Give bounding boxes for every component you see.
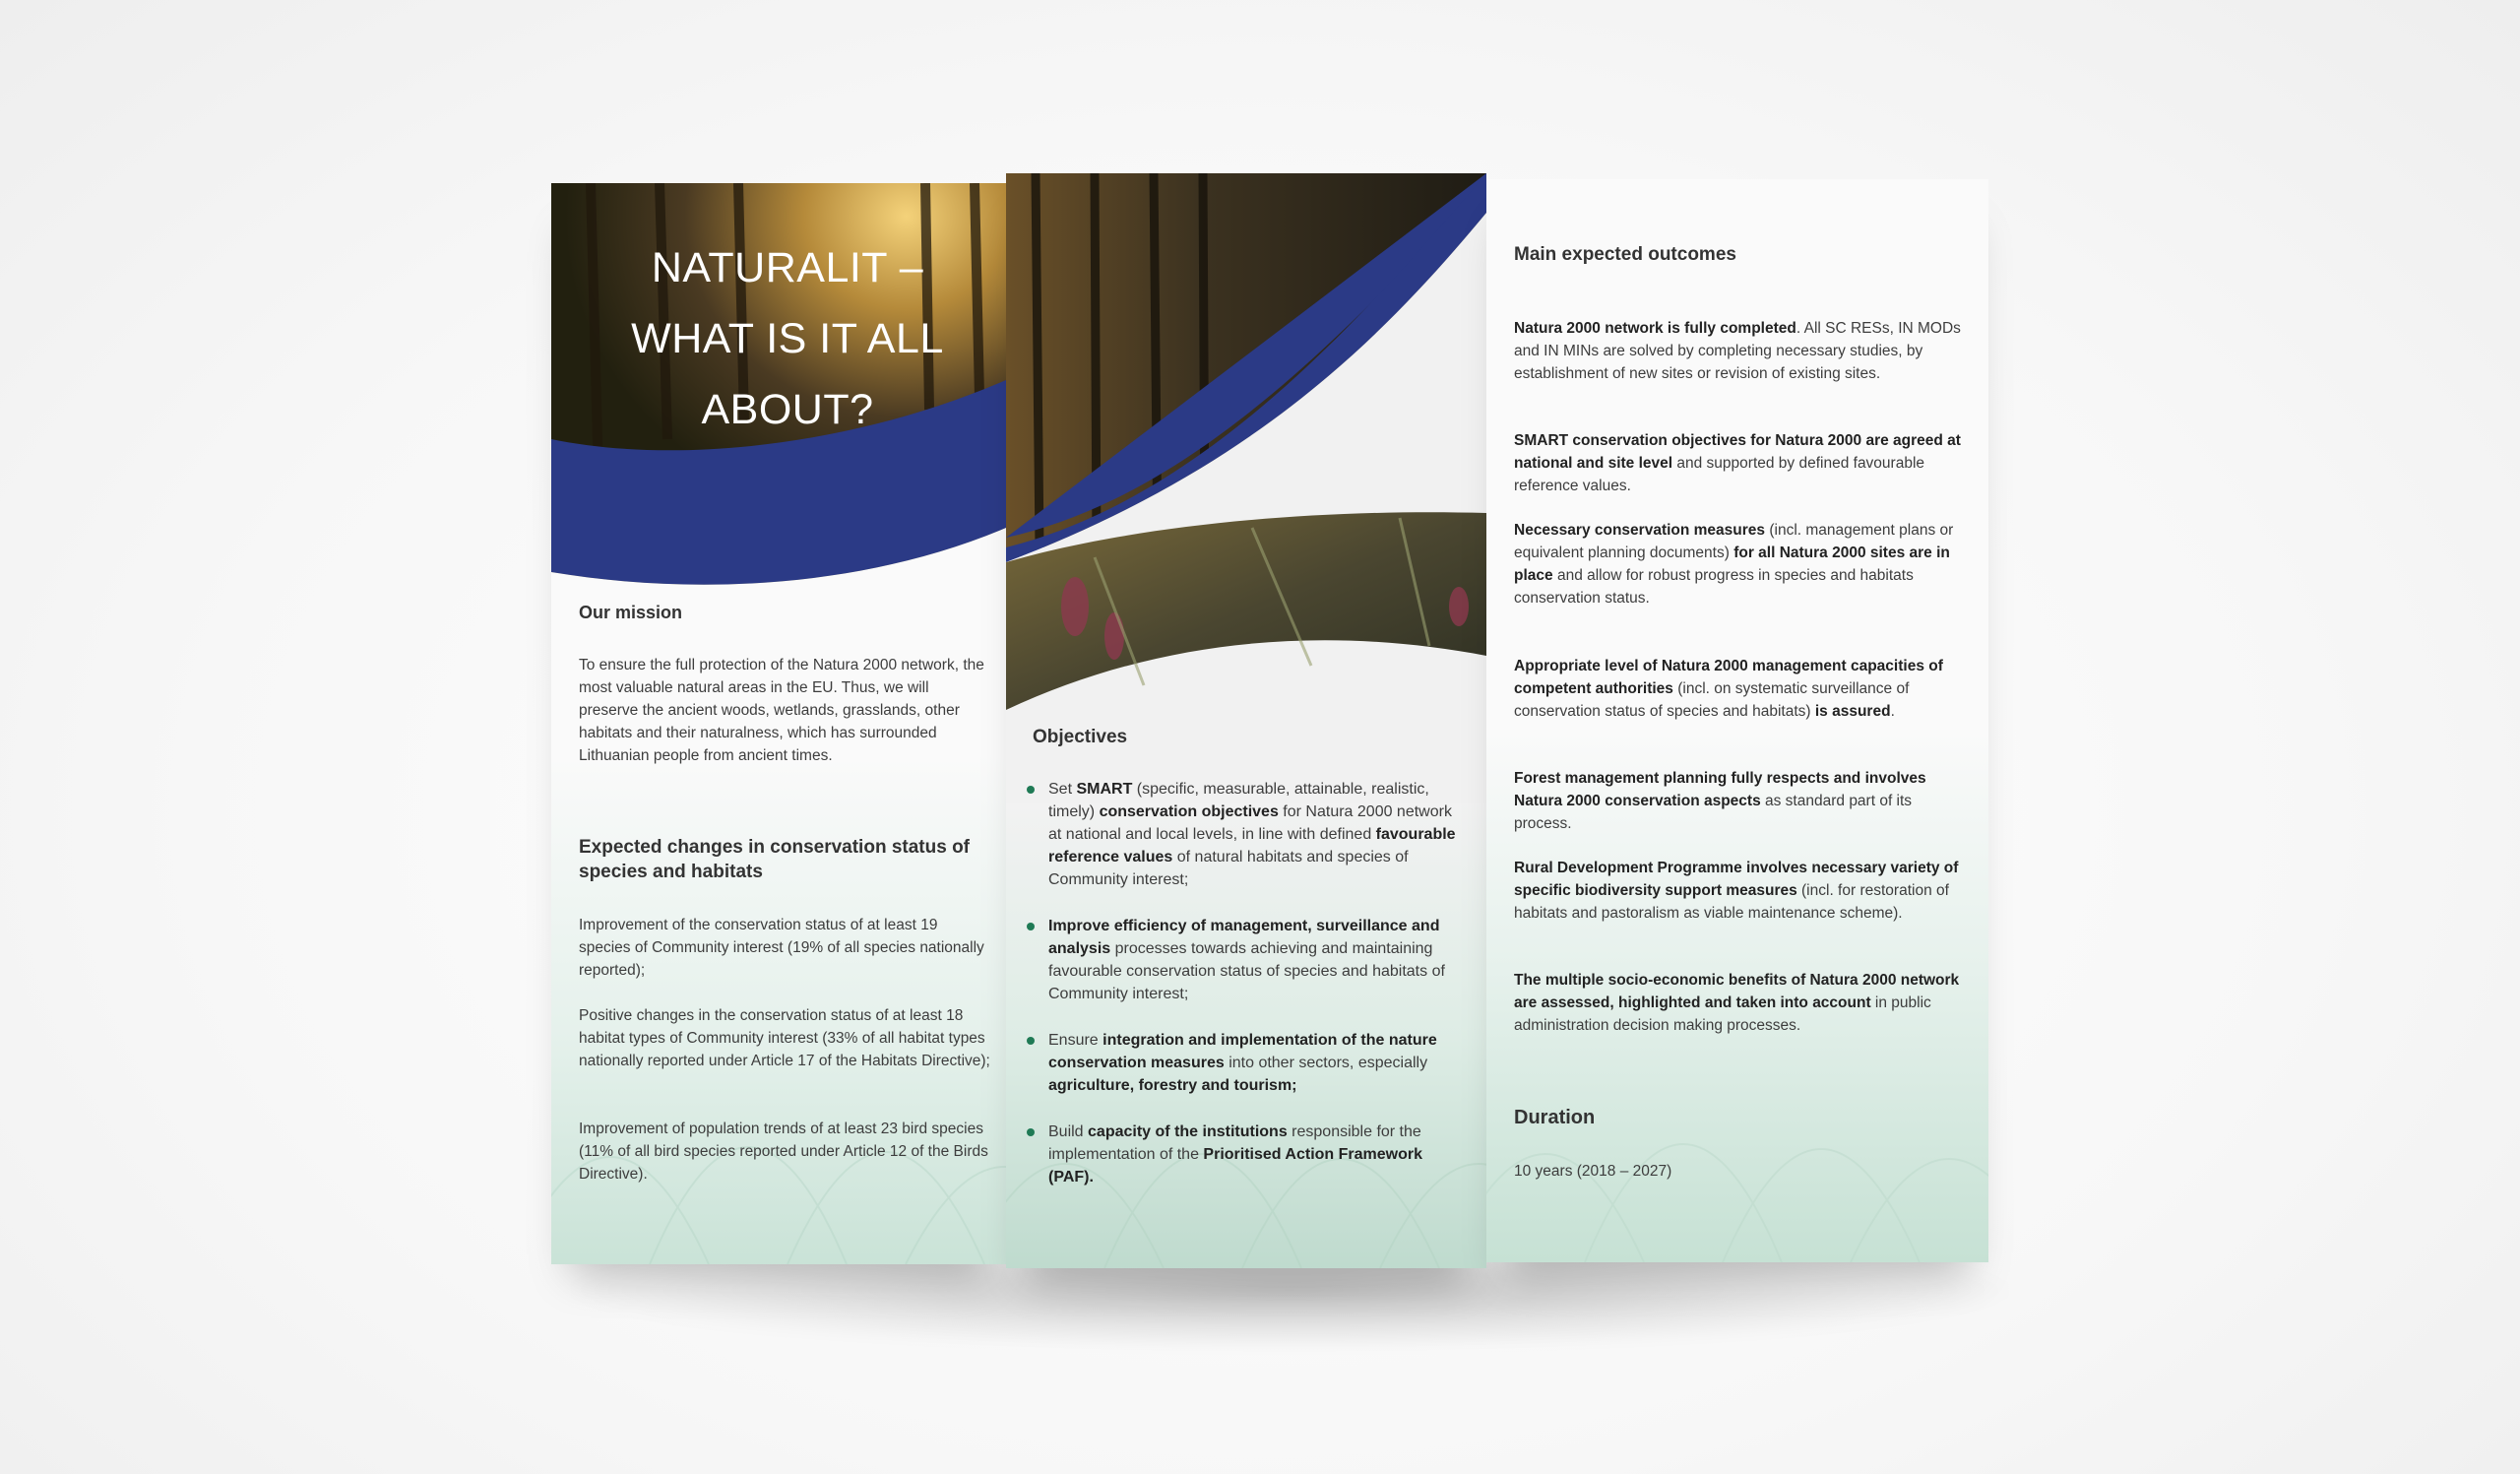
- objective-item: Improve efficiency of management, surveillance and analysis processes towards achieving and maintaining favourable conservation status of species and habitats of Community interest;: [1033, 915, 1466, 1005]
- mission-heading: Our mission: [579, 603, 683, 622]
- duration-text: 10 years (2018 – 2027): [1514, 1163, 1672, 1180]
- brochure-panel-right: [1486, 179, 1988, 1262]
- changes-heading: Expected changes in conservation status of species and habitats: [579, 837, 970, 882]
- brochure-title: [551, 232, 1006, 445]
- outcome-item-1: Natura 2000 network is fully completed. All SC RESs, IN MODs and IN MINs are solved by completing necessary studies, by establishment of new sites or revision of existing sites.: [1514, 320, 1961, 382]
- outcome-item-5: Forest management planning fully respects and involves Natura 2000 conservation aspects as standard part of its process.: [1514, 770, 1926, 832]
- outcome-item-3: Necessary conservation measures (incl. management plans or equivalent planning documents) for all Natura 2000 sites are in place and allow for robust progress in species and habitats conservation status.: [1514, 522, 1954, 607]
- outcome-item-2: SMART conservation objectives for Natura 2000 are agreed at national and site level and supported by defined favourable reference values.: [1514, 432, 1961, 494]
- outcome-item-4: Appropriate level of Natura 2000 management capacities of competent authorities (incl. on systematic surveillance of conservation status of species and habitats) is assured.: [1514, 658, 1943, 720]
- objective-item: Ensure integration and implementation of the nature conservation measures into other sectors, especially agriculture, forestry and tourism;: [1033, 1029, 1466, 1097]
- brochure-panel-left: [551, 183, 1006, 1264]
- mission-text: To ensure the full protection of the Natura 2000 network, the most valuable natural areas in the EU. Thus, we will preserve the ancient woods, wetlands, grasslands, other habitats and their naturalness, which has surrounded Lithuanian people from ancient times.: [579, 657, 984, 764]
- title-line-2: WHAT IS IT ALL: [631, 315, 944, 362]
- objective-item: Set SMART (specific, measurable, attainable, realistic, timely) conservation objectives for Natura 2000 network at national and local levels, in line with defined favourable reference values of natural habitats and species of Community interest;: [1033, 778, 1466, 891]
- bullet-icon: [1027, 1037, 1035, 1045]
- change-item-1: Improvement of the conservation status of at least 19 species of Community interest (19% of all species nationally reported);: [579, 917, 984, 979]
- change-item-3: Improvement of population trends of at least 23 bird species (11% of all bird species reported under Article 12 of the Birds Directive).: [579, 1121, 988, 1183]
- bullet-icon: [1027, 786, 1035, 794]
- outcomes-heading: Main expected outcomes: [1514, 244, 1736, 265]
- outcome-item-6: Rural Development Programme involves necessary variety of specific biodiversity support measures (incl. for restoration of habitats and pastoralism as viable maintenance scheme).: [1514, 860, 1959, 922]
- title-line-3: ABOUT?: [701, 386, 874, 433]
- bullet-icon: [1027, 1128, 1035, 1136]
- objective-item: Build capacity of the institutions responsible for the implementation of the Prioritised Action Framework (PAF).: [1033, 1121, 1466, 1188]
- change-item-2: Positive changes in the conservation status of at least 18 habitat types of Community interest (33% of all habitat types nationally reported under Article 17 of the Habitats Directive);: [579, 1007, 990, 1069]
- brochure-panel-middle: [1006, 173, 1486, 1268]
- objectives-list: [1033, 778, 1466, 1212]
- bullet-icon: [1027, 923, 1035, 930]
- duration-heading: Duration: [1514, 1107, 1596, 1128]
- outcome-item-7: The multiple socio-economic benefits of Natura 2000 network are assessed, highlighted and taken into account in public administration decision making processes.: [1514, 972, 1960, 1034]
- title-line-1: NATURALIT –: [651, 244, 924, 291]
- objectives-heading: Objectives: [1033, 727, 1128, 747]
